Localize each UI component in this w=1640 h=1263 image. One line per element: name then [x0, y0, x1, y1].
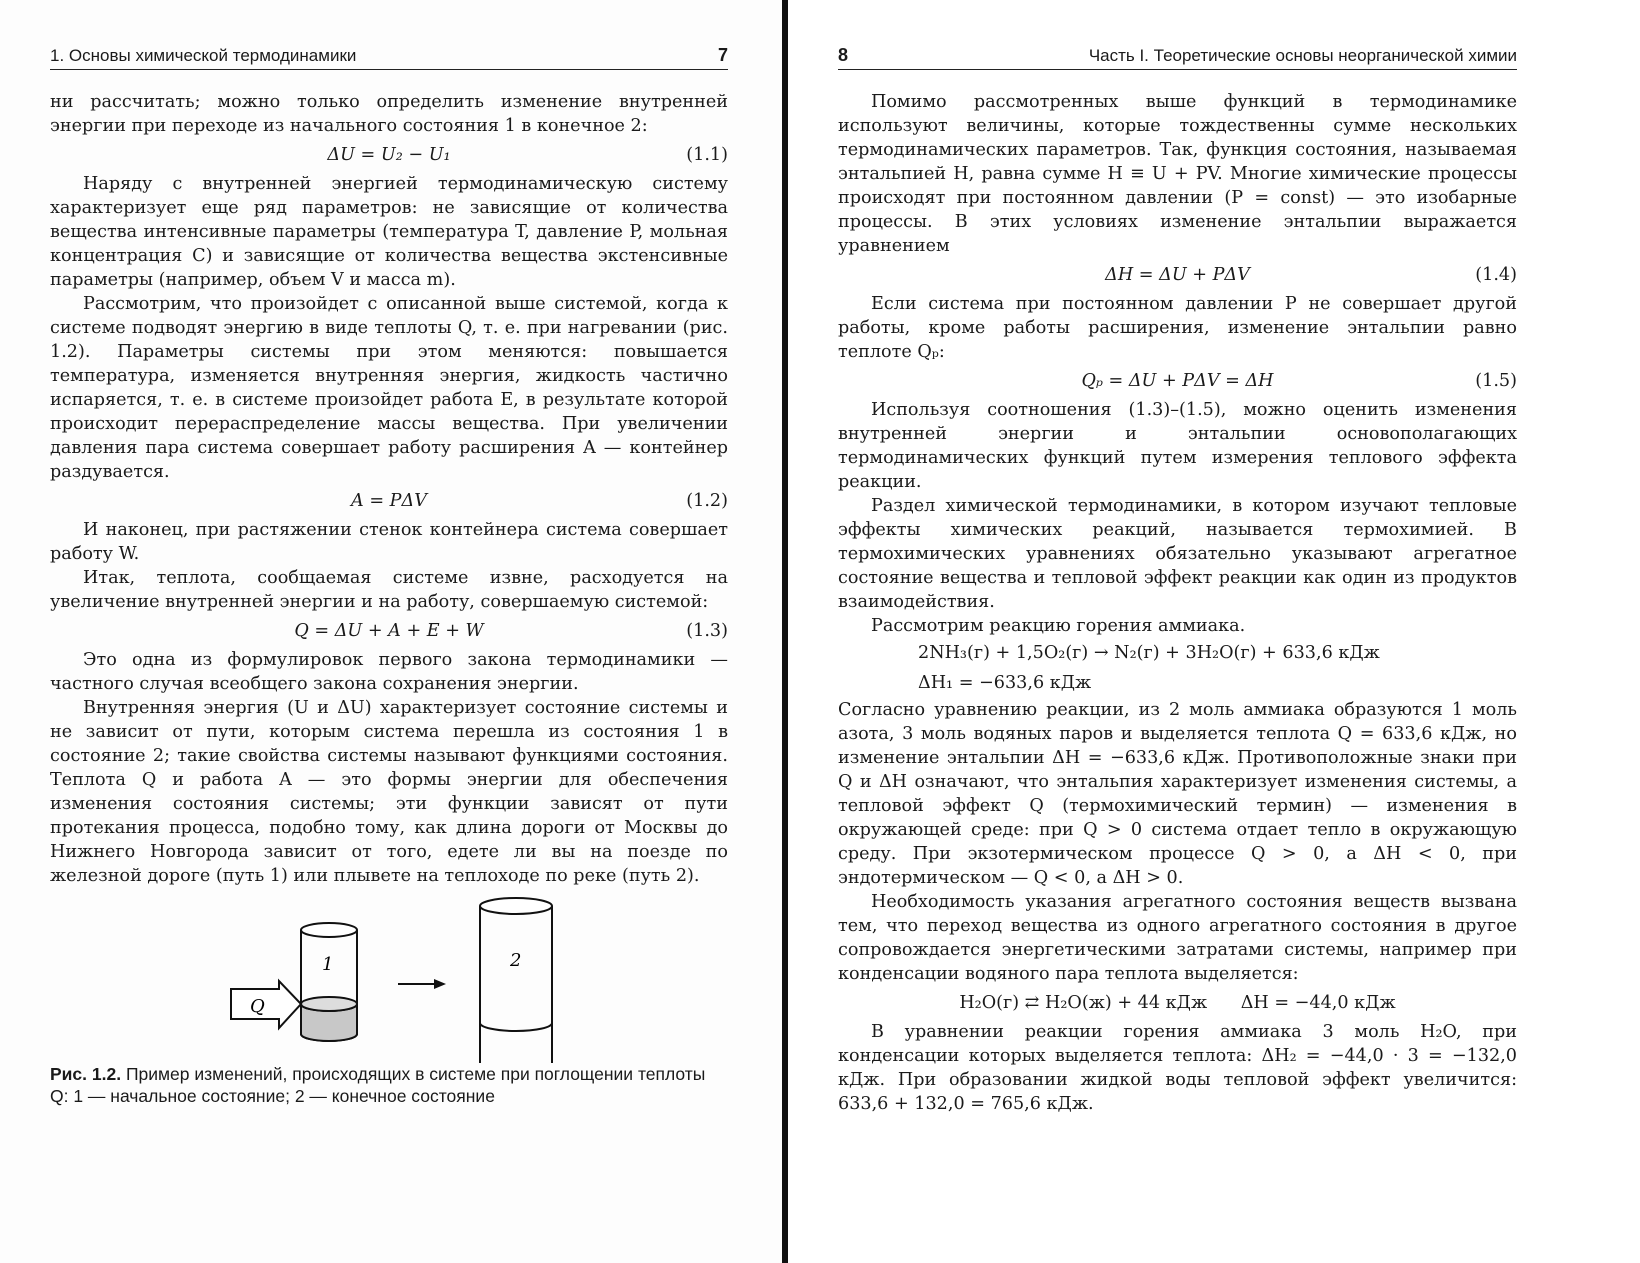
paragraph: Используя соотношения (1.3)–(1.5), можно оценить изменения внутренней энергии и энтальпии основополагающих термодинамических функций путем измерения теплового эффекта реакции.: [838, 400, 1517, 492]
text-column: [50, 90, 728, 1107]
figure-1-2: [50, 888, 728, 1063]
page-number: 7: [717, 45, 728, 65]
equation-number: (1.5): [1475, 371, 1517, 391]
paragraph: Наряду с внутренней энергией термодинамическую систему характеризует еще ряд параметров: не зависящие от количества вещества интенсивные параметры (температура T, давление P, мольная концентрация C) и зависящие от количества вещества экстенсивные параметры (например, объем V и масса m).: [50, 174, 728, 290]
paragraph: Рассмотрим, что произойдет с описанной выше системой, когда к системе подводят энергию в виде теплоты Q, т. е. при нагревании (рис. 1.2). Параметры системы при этом меняются: повышается температура, изменяется внутренняя энергия, жидкость частично испаряется, т. е. в системе произойдет работа E, в результате которой происходит перераспределение массы вещества. При увеличении давления пара система совершает работу расширения A — контейнер раздувается.: [50, 294, 728, 482]
paragraph: Помимо рассмотренных выше функций в термодинамике используют величины, которые тождественны сумме нескольких термодинамических параметров. Так, функция состояния, называемая энтальпией H, равна сумме H ≡ U + PV. Многие химические процессы происходят при постоянном давлении (P = const) — это изобарные процессы. В этих условиях изменение энтальпии выражается уравнением: [838, 92, 1517, 256]
text-column: [838, 90, 1517, 1116]
equation: [838, 364, 1517, 398]
equation-body: ΔU = U₂ − U₁: [327, 145, 451, 165]
equation: [50, 138, 728, 172]
right-page: [788, 0, 1640, 1263]
equation-number: (1.1): [686, 145, 728, 165]
paragraph: ни рассчитать; можно только определить изменение внутренней энергии при переходе из начального состояния 1 в конечное 2:: [50, 92, 728, 136]
paragraph: Внутренняя энергия (U и ΔU) характеризует состояние системы и не зависит от пути, которым система перешла из состояния 1 в состояние 2; такие свойства системы называют функциями состояния. Теплота Q и работа A — это формы энергии для обеспечения изменения состояния системы; эти функции зависят от пути протекания процесса, подобно тому, как длина дороги от Москвы до Нижнего Новгорода зависит от того, едете ли вы на поезде по железной дороге (путь 1) или плывете на теплоходе по реке (путь 2).: [50, 698, 728, 886]
running-header: [50, 42, 728, 70]
equation: [50, 614, 728, 648]
equation-body: A = PΔV: [351, 491, 427, 511]
paragraph: Если система при постоянном давлении P не совершает другой работы, кроме работы расширения, изменение энтальпии равно теплоте Qₚ:: [838, 294, 1517, 362]
paragraph: Раздел химической термодинамики, в котором изучают тепловые эффекты химических реакций, называется термохимией. В термохимических уравнениях обязательно указывают агрегатное состояние вещества и тепловой эффект реакции как один из продуктов взаимодействия.: [838, 496, 1517, 612]
equation-body: Q = ΔU + A + E + W: [294, 621, 484, 641]
running-header: [838, 42, 1517, 70]
reaction-equation: 2NH₃(г) + 1,5O₂(г) → N₂(г) + 3H₂O(г) + 633,6 кДж: [918, 643, 1380, 663]
header-title: Часть I. Теоретические основы неорганической химии: [1088, 46, 1517, 65]
equation-number: (1.2): [686, 491, 728, 511]
paragraph: Это одна из формулировок первого закона термодинамики — частного случая всеобщего закона сохранения энергии.: [50, 650, 728, 694]
figure-label-1: 1: [322, 954, 334, 975]
equation-body: Qₚ = ΔU + PΔV = ΔH: [1081, 371, 1274, 391]
equation-number: (1.4): [1475, 265, 1517, 285]
page-number: 8: [838, 45, 849, 65]
reaction-equation: H₂O(г) ⇄ H₂O(ж) + 44 кДж ΔH = −44,0 кДж: [959, 993, 1396, 1013]
figure-caption: [50, 1063, 728, 1107]
caption-label: Рис. 1.2.: [50, 1064, 122, 1084]
equation-body: ΔH = ΔU + PΔV: [1105, 265, 1250, 285]
paragraph: Необходимость указания агрегатного состояния веществ вызвана тем, что переход вещества из одного агрегатного состояния в другое сопровождается энергетическими затратами системы, например при конденсации водяного пара теплота выделяется:: [838, 892, 1517, 984]
left-page: [0, 0, 782, 1263]
figure-label-2: 2: [510, 950, 522, 971]
paragraph: И наконец, при растяжении стенок контейнера система совершает работу W.: [50, 520, 728, 564]
paragraph: Рассмотрим реакцию горения аммиака.: [871, 616, 1246, 636]
paragraph: Итак, теплота, сообщаемая системе извне, расходуется на увеличение внутренней энергии и на работу, совершаемую системой:: [50, 568, 728, 612]
paragraph: В уравнении реакции горения аммиака 3 моль H₂O, при конденсации которых выделяется теплота: ΔH₂ = −44,0 · 3 = −132,0 кДж. При образовании жидкой воды тепловой эффект увеличится: 633,6 + 132,0 = 765,6 кДж.: [838, 1022, 1517, 1114]
cylinders-diagram: [50, 888, 728, 1063]
equation: [838, 258, 1517, 292]
paragraph: Согласно уравнению реакции, из 2 моль аммиака образуются 1 моль азота, 3 моль водяных паров и выделяется теплота Q = 633,6 кДж, но изменение энтальпии ΔH = −633,6 кДж. Противоположные знаки при Q и ΔH означают, что энтальпия характеризует изменения системы, а тепловой эффект Q (термохимический термин) — изменения в окружающей среде: при Q > 0 система отдает тепло в окружающую среду. При экзотермическом процессе Q > 0, а ΔH < 0, при эндотермическом — Q < 0, а ΔH > 0.: [838, 700, 1517, 888]
figure-label-q: Q: [250, 996, 265, 1017]
caption-text: Пример изменений, происходящих в системе при поглощении теплоты Q: 1 — начальное состояние; 2 — конечное состояние: [50, 1064, 706, 1106]
equation-number: (1.3): [686, 621, 728, 641]
reaction-equation: ΔH₁ = −633,6 кДж: [918, 673, 1092, 693]
header-title: 1. Основы химической термодинамики: [50, 46, 357, 65]
equation: [50, 484, 728, 518]
